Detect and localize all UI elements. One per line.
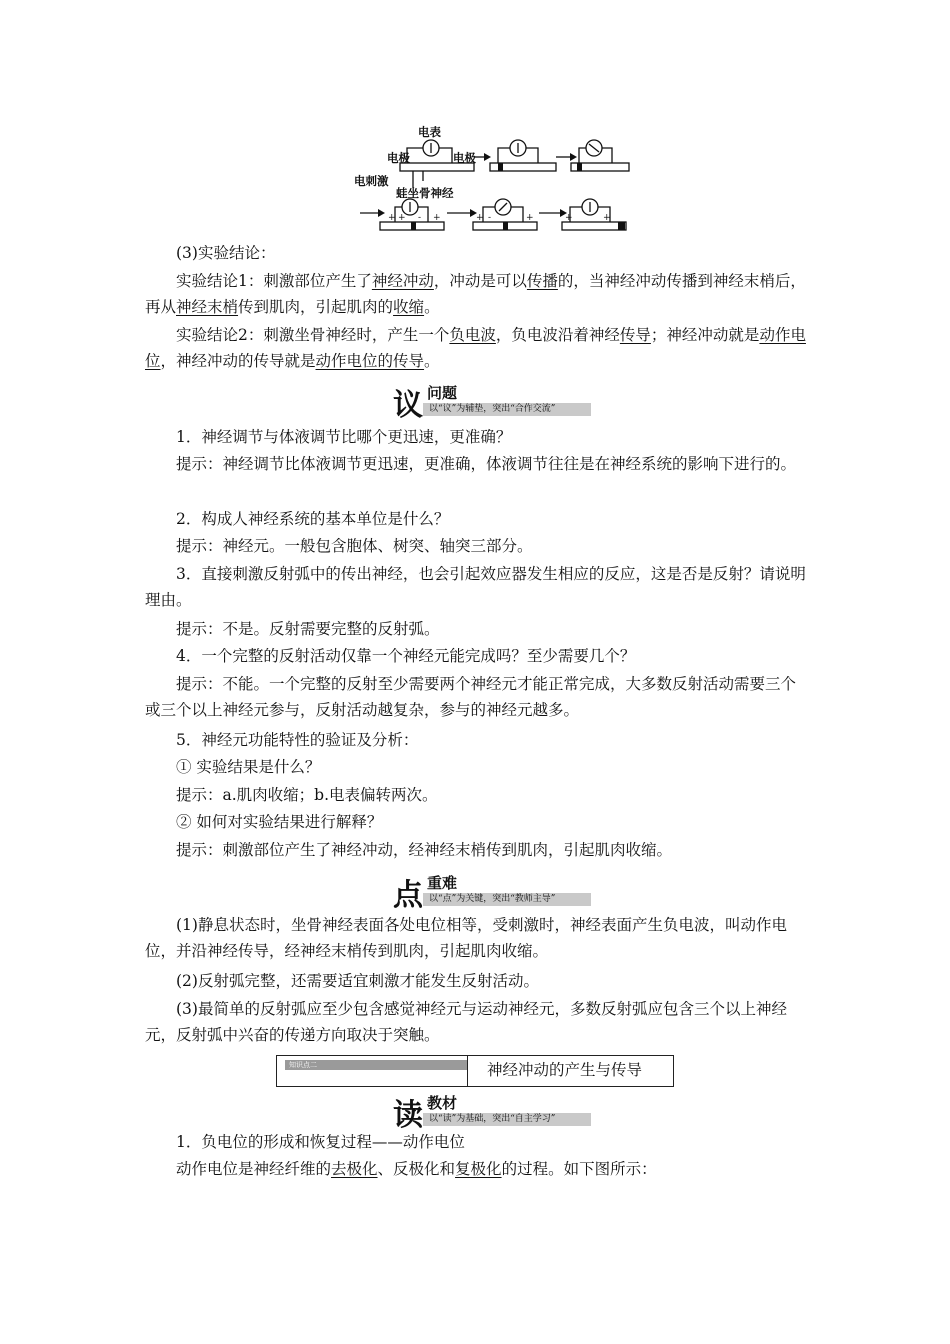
question-item: 3．直接刺激反射弧中的传出神经，也会引起效应器发生相应的反应，这是否是反射？请说明理由。 bbox=[145, 565, 806, 609]
text-run: 实验结论1：刺激部位产生了 bbox=[176, 272, 372, 290]
text-run: ，神经冲动的传导就是 bbox=[160, 352, 316, 370]
sign: + bbox=[398, 213, 406, 223]
text-run: 、反极化和 bbox=[377, 1160, 456, 1178]
banner-subtitle: 以“点”为关键，突出“教师主导” bbox=[429, 894, 556, 904]
underlined-term: 负电波 bbox=[449, 326, 496, 344]
text-run: 。 bbox=[424, 352, 440, 370]
question-hint: 提示：神经调节比体液调节更迅速，更准确，体液调节往往是在神经系统的影响下进行的。 bbox=[176, 455, 797, 473]
box-divider bbox=[467, 1056, 468, 1086]
underlined-term: 复极化 bbox=[455, 1160, 502, 1178]
underlined-term: 动作电位的传导 bbox=[315, 352, 425, 370]
label-electrode-left: 电极 bbox=[387, 151, 410, 165]
underlined-term: 去极化 bbox=[331, 1160, 378, 1178]
question-item: 2．构成人神经系统的基本单位是什么？ bbox=[176, 510, 450, 528]
banner-title: 重难 bbox=[427, 874, 458, 892]
underlined-term: 传播 bbox=[526, 272, 558, 290]
conclusion-1 bbox=[145, 268, 810, 320]
question-item: 1．神经调节与体液调节比哪个更迅速，更准确？ bbox=[176, 428, 512, 446]
reading-heading: 1．负电位的形成和恢复过程——动作电位 bbox=[176, 1133, 465, 1151]
underlined-term: 神经冲动 bbox=[371, 272, 434, 290]
banner-subtitle: 以“议”为辅垫，突出“合作交流” bbox=[429, 404, 556, 414]
section-banner-discuss bbox=[393, 382, 593, 423]
banner-title: 教材 bbox=[427, 1094, 458, 1112]
label-stimulus: 电刺激 bbox=[354, 174, 389, 188]
underlined-term: 动作电位 bbox=[145, 326, 806, 370]
knowledge-point-label: 知识点二 bbox=[285, 1060, 467, 1070]
banner-glyph: 读 bbox=[393, 1098, 423, 1133]
conclusion-2 bbox=[145, 322, 810, 374]
question-item: 4．一个完整的反射活动仅靠一个神经元能完成吗？至少需要几个？ bbox=[176, 647, 636, 665]
banner-title: 问题 bbox=[427, 384, 458, 402]
label-electrode-right: 电极 bbox=[453, 151, 476, 165]
question-hint: 提示：刺激部位产生了神经冲动，经神经末梢传到肌肉，引起肌肉收缩。 bbox=[176, 841, 673, 859]
text-run: ，冲动是可以 bbox=[433, 272, 527, 290]
underlined-term: 收缩 bbox=[393, 298, 425, 316]
question-subitem: ① 实验结果是什么？ bbox=[176, 758, 321, 776]
label-nerve: 蛙坐骨神经 bbox=[396, 186, 454, 200]
sign: + bbox=[433, 213, 441, 223]
key-point: (3)最简单的反射弧应至少包含感觉神经元与运动神经元，多数反射弧应包含三个以上神经元，反射弧中兴奋的传递方向取决于突触。 bbox=[145, 1000, 787, 1044]
underlined-term: 神经末梢 bbox=[176, 298, 239, 316]
sign: + bbox=[476, 213, 484, 223]
question-item: 5．神经元功能特性的验证及分析： bbox=[176, 731, 419, 749]
sign: + bbox=[603, 213, 611, 223]
question-hint: 提示：a.肌肉收缩；b.电表偏转两次。 bbox=[176, 786, 438, 804]
question-hint: 提示：不是。反射需要完整的反射弧。 bbox=[176, 620, 440, 638]
text-run: 。 bbox=[424, 298, 440, 316]
text-run: 实验结论2：刺激坐骨神经时，产生一个 bbox=[176, 326, 450, 344]
sign: - bbox=[488, 213, 492, 223]
reading-paragraph bbox=[145, 1156, 810, 1182]
text-run: 传到肌肉，引起肌肉的 bbox=[238, 298, 394, 316]
text-run: 动作电位是神经纤维的 bbox=[176, 1160, 332, 1178]
knowledge-point-box bbox=[276, 1055, 674, 1087]
question-hint: 提示：不能。一个完整的反射至少需要两个神经元才能正常完成，大多数反射活动需要三个或三个以上神经元参与，反射活动越复杂，参与的神经元越多。 bbox=[145, 675, 797, 719]
section-banner-key bbox=[393, 872, 593, 913]
text-run: 的，当神经冲动传播到神经末梢后，再从 bbox=[145, 272, 806, 316]
label-meter: 电表 bbox=[418, 125, 441, 139]
banner-subtitle: 以“读”为基础，突出“自主学习” bbox=[429, 1114, 556, 1124]
text-run: ；神经冲动就是 bbox=[650, 326, 760, 344]
underlined-term: 传导 bbox=[619, 326, 651, 344]
sign: + bbox=[526, 213, 534, 223]
sign: + bbox=[565, 213, 573, 223]
question-hint: 提示：神经元。一般包含胞体、树突、轴突三部分。 bbox=[176, 537, 533, 555]
key-point: (1)静息状态时，坐骨神经表面各处电位相等，受刺激时，神经表面产生负电波，叫动作电位，并沿神经传导，经神经末梢传到肌肉，引起肌肉收缩。 bbox=[145, 916, 787, 960]
conclusion-heading: (3)实验结论： bbox=[176, 244, 276, 262]
banner-glyph: 点 bbox=[393, 878, 423, 913]
banner-glyph: 议 bbox=[393, 388, 423, 423]
nerve-experiment-figure bbox=[0, 0, 950, 240]
key-point: (2)反射弧完整，还需要适宜刺激才能发生反射活动。 bbox=[176, 972, 539, 990]
knowledge-point-title: 神经冲动的产生与传导 bbox=[487, 1061, 643, 1079]
text-run: 的过程。如下图所示： bbox=[501, 1160, 657, 1178]
question-subitem: ② 如何对实验结果进行解释？ bbox=[176, 813, 383, 831]
section-banner-read bbox=[393, 1092, 593, 1133]
text-run: ，负电波沿着神经 bbox=[495, 326, 620, 344]
sign: + bbox=[388, 213, 396, 223]
sign: - bbox=[418, 213, 422, 223]
